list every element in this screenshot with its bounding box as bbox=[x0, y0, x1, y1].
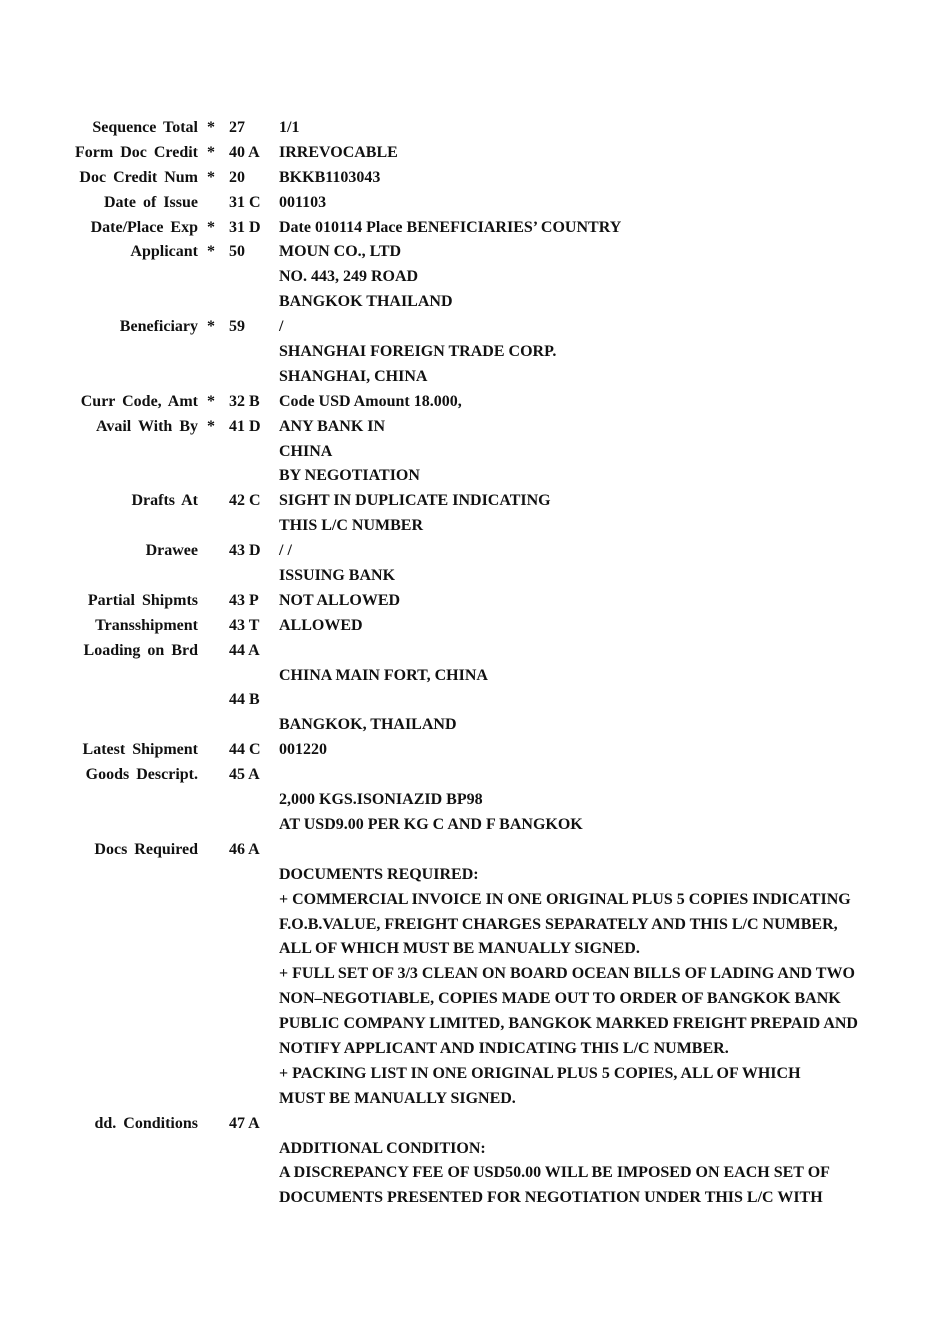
field-content: IRREVOCABLE bbox=[279, 143, 398, 161]
field-content: CHINA MAIN FORT, CHINA bbox=[279, 666, 488, 684]
field-tag: 50 bbox=[229, 243, 245, 261]
field-row bbox=[0, 888, 950, 913]
field-row bbox=[0, 141, 950, 166]
field-content: Date 010114 Place BENEFICIARIES’ COUNTRY bbox=[279, 218, 622, 236]
mandatory-marker: * bbox=[207, 119, 215, 136]
mandatory-marker: * bbox=[207, 243, 215, 261]
field-content: ISSUING BANK bbox=[279, 567, 396, 585]
field-content: AT USD9.00 PER KG C AND F BANGKOK bbox=[279, 815, 583, 833]
field-content: BANGKOK THAILAND bbox=[279, 293, 453, 311]
field-label: Drafts At bbox=[131, 492, 198, 510]
field-row bbox=[0, 1012, 950, 1037]
field-row bbox=[0, 489, 950, 514]
field-content: MUST BE MANUALLY SIGNED. bbox=[279, 1089, 516, 1107]
field-row bbox=[0, 191, 950, 216]
field-tag: 43 P bbox=[229, 591, 259, 609]
field-label: Date/Place Exp bbox=[90, 218, 198, 236]
field-row bbox=[0, 216, 950, 241]
field-content: 001103 bbox=[279, 193, 327, 211]
mandatory-marker: * bbox=[207, 168, 215, 186]
field-tag: 31 C bbox=[229, 193, 261, 211]
field-label: Beneficiary bbox=[119, 318, 198, 336]
field-row bbox=[0, 838, 950, 863]
field-row bbox=[0, 539, 950, 564]
field-tag: 42 C bbox=[229, 492, 261, 510]
field-row bbox=[0, 1137, 950, 1162]
field-row bbox=[0, 688, 950, 713]
field-content: NOT ALLOWED bbox=[279, 591, 401, 609]
field-row bbox=[0, 813, 950, 838]
field-label: Loading on Brd bbox=[83, 641, 198, 659]
field-row bbox=[0, 614, 950, 639]
field-content: ANY BANK IN bbox=[279, 417, 386, 435]
field-label: Applicant bbox=[130, 243, 198, 261]
field-row bbox=[0, 365, 950, 390]
field-content: + PACKING LIST IN ONE ORIGINAL PLUS 5 COPIES, ALL OF WHICH bbox=[279, 1064, 801, 1082]
field-row bbox=[0, 863, 950, 888]
field-row bbox=[0, 564, 950, 589]
field-row bbox=[0, 937, 950, 962]
field-tag: 44 A bbox=[229, 641, 260, 659]
field-tag: 40 A bbox=[229, 143, 260, 161]
field-content: BKKB1103043 bbox=[279, 168, 381, 186]
field-label: Form Doc Credit bbox=[75, 143, 198, 161]
mandatory-marker: * bbox=[207, 392, 215, 410]
field-row bbox=[0, 913, 950, 938]
field-tag: 32 B bbox=[229, 392, 260, 410]
field-row bbox=[0, 713, 950, 738]
field-label: Transshipment bbox=[95, 616, 198, 634]
field-tag: 41 D bbox=[229, 417, 261, 435]
field-row bbox=[0, 166, 950, 191]
field-content: Code USD Amount 18.000, bbox=[279, 392, 462, 410]
field-row bbox=[0, 415, 950, 440]
field-tag: 31 D bbox=[229, 218, 261, 236]
field-row bbox=[0, 962, 950, 987]
field-tag: 27 bbox=[229, 119, 245, 136]
field-content: DOCUMENTS PRESENTED FOR NEGOTIATION UNDER THIS L/C WITH bbox=[279, 1189, 823, 1207]
field-row bbox=[0, 514, 950, 539]
field-label: Partial Shipmts bbox=[87, 591, 198, 609]
field-tag: 44 B bbox=[229, 691, 260, 709]
field-content: ALL OF WHICH MUST BE MANUALLY SIGNED. bbox=[279, 940, 640, 958]
field-content: ADDITIONAL CONDITION: bbox=[279, 1139, 486, 1157]
field-content: / bbox=[279, 318, 284, 336]
field-row bbox=[0, 1112, 950, 1137]
field-content: 1/1 bbox=[279, 119, 300, 136]
field-row bbox=[0, 1062, 950, 1087]
field-row bbox=[0, 290, 950, 315]
field-content: 001220 bbox=[279, 741, 327, 759]
field-tag: 43 D bbox=[229, 542, 261, 560]
field-row bbox=[0, 390, 950, 415]
field-tag: 20 bbox=[229, 168, 245, 186]
field-content: THIS L/C NUMBER bbox=[279, 517, 424, 535]
field-content: + FULL SET OF 3/3 CLEAN ON BOARD OCEAN BILLS OF LADING AND TWO bbox=[279, 965, 855, 983]
field-label: Avail With By bbox=[95, 417, 198, 435]
field-content: PUBLIC COMPANY LIMITED, BANGKOK MARKED FREIGHT PREPAID AND bbox=[279, 1015, 858, 1033]
field-row bbox=[0, 240, 950, 265]
field-row bbox=[0, 1037, 950, 1062]
field-row bbox=[0, 265, 950, 290]
field-row bbox=[0, 1186, 950, 1211]
field-label: Drawee bbox=[145, 542, 198, 560]
field-label: Date of Issue bbox=[104, 193, 198, 211]
mandatory-marker: * bbox=[207, 143, 215, 161]
field-row bbox=[0, 1087, 950, 1112]
field-content: ALLOWED bbox=[279, 616, 363, 634]
field-row bbox=[0, 440, 950, 465]
field-tag: 47 A bbox=[229, 1114, 260, 1132]
letter-of-credit-document bbox=[0, 116, 950, 1211]
mandatory-marker: * bbox=[207, 318, 215, 336]
mandatory-marker: * bbox=[207, 417, 215, 435]
field-content: SIGHT IN DUPLICATE INDICATING bbox=[279, 492, 551, 510]
field-content: NOTIFY APPLICANT AND INDICATING THIS L/C NUMBER. bbox=[279, 1039, 729, 1057]
field-tag: 44 C bbox=[229, 741, 261, 759]
field-label: Latest Shipment bbox=[82, 741, 198, 759]
mandatory-marker: * bbox=[207, 218, 215, 236]
field-content: CHINA bbox=[279, 442, 333, 460]
field-content: BANGKOK, THAILAND bbox=[279, 716, 457, 734]
field-content: SHANGHAI FOREIGN TRADE CORP. bbox=[279, 343, 557, 361]
field-content: NON–NEGOTIABLE, COPIES MADE OUT TO ORDER OF BANGKOK BANK bbox=[279, 990, 841, 1008]
field-tag: 45 A bbox=[229, 766, 260, 784]
field-row bbox=[0, 987, 950, 1012]
field-tag: 43 T bbox=[229, 616, 260, 634]
field-label: dd. Conditions bbox=[94, 1114, 198, 1132]
field-content: NO. 443, 249 ROAD bbox=[279, 268, 419, 286]
field-content: SHANGHAI, CHINA bbox=[279, 367, 428, 385]
field-label: Doc Credit Num bbox=[79, 168, 198, 186]
field-row bbox=[0, 315, 950, 340]
field-label: Curr Code, Amt bbox=[80, 392, 198, 410]
field-row bbox=[0, 589, 950, 614]
field-content: + COMMERCIAL INVOICE IN ONE ORIGINAL PLUS 5 COPIES INDICATING bbox=[279, 890, 851, 908]
field-tag: 59 bbox=[229, 318, 245, 336]
field-label: Docs Required bbox=[94, 840, 198, 858]
field-content: 2,000 KGS.ISONIAZID BP98 bbox=[279, 791, 483, 809]
field-row bbox=[0, 738, 950, 763]
field-content: F.O.B.VALUE, FREIGHT CHARGES SEPARATELY AND THIS L/C NUMBER, bbox=[279, 915, 838, 933]
field-tag: 46 A bbox=[229, 840, 260, 858]
field-row bbox=[0, 1161, 950, 1186]
field-row bbox=[0, 464, 950, 489]
field-row bbox=[0, 340, 950, 365]
field-row bbox=[0, 116, 950, 141]
field-row bbox=[0, 763, 950, 788]
field-row bbox=[0, 664, 950, 689]
field-content: DOCUMENTS REQUIRED: bbox=[279, 865, 479, 883]
field-content: / / bbox=[279, 542, 292, 560]
field-content: MOUN CO., LTD bbox=[279, 243, 402, 261]
field-label: Sequence Total bbox=[92, 119, 198, 136]
field-content: BY NEGOTIATION bbox=[279, 467, 420, 485]
field-row bbox=[0, 639, 950, 664]
field-row bbox=[0, 788, 950, 813]
field-label: Goods Descript. bbox=[85, 766, 198, 784]
field-content: A DISCREPANCY FEE OF USD50.00 WILL BE IMPOSED ON EACH SET OF bbox=[279, 1164, 830, 1182]
